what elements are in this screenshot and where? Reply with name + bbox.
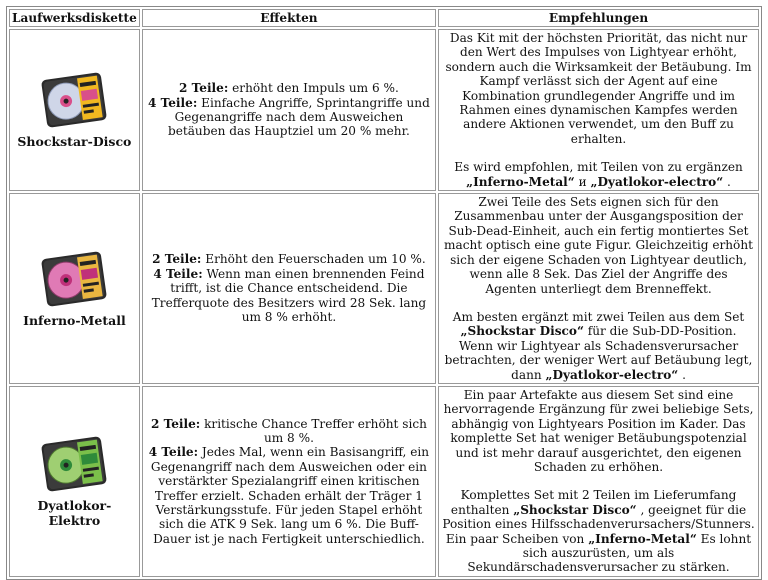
inferno-metall-disk-icon xyxy=(36,249,112,309)
recommendation-text: Komplettes Set mit 2 Teilen im Lieferumfang enthalten xyxy=(450,488,737,517)
set-link[interactable]: „Shockstar Disco“ xyxy=(513,502,637,517)
effects-cell xyxy=(142,386,436,577)
table-row xyxy=(9,29,759,191)
recommendation-text: . xyxy=(723,174,731,189)
set-link[interactable]: „Shockstar Disco“ xyxy=(460,324,584,339)
two-piece-text: kritische Chance Treffer erhöht sich um 8 %. xyxy=(200,416,427,445)
recommendation-text: Es wird empfohlen, mit Teilen von zu ergänzen xyxy=(454,160,743,175)
set-link[interactable]: „Dyatlokor-electro“ xyxy=(590,174,724,189)
recommendations-cell xyxy=(438,29,759,191)
recommendation-text: Das Kit mit der höchsten Priorität, das nicht nur den Wert des Impulses von Lightyear erhöht, sondern auch die Wirksamkeit der Betäubung. Im Kampf verlässt sich der Agent auf eine Kombination grundlegender Angriffe und im Rahmen eines dynamischen Kampfes werden andere Aktionen verwendet, um den Buff zu erhalten. xyxy=(445,31,752,146)
four-piece-text: Einfache Angriffe, Sprintangriffe und Gegenangriffe nach dem Ausweichen betäuben das Hauptziel um 20 % mehr. xyxy=(167,95,430,139)
set-cell xyxy=(9,193,140,384)
four-piece-label: 4 Teile: xyxy=(153,266,203,281)
shockstar-disco-disk-icon xyxy=(36,70,112,130)
recommendation-text: Am besten ergänzt mit zwei Teilen aus dem Set xyxy=(452,309,745,324)
four-piece-text: Jedes Mal, wenn ein Basisangriff, ein Gegenangriff nach dem Ausweichen oder ein verstärkter Spezialangriff einen kritischen Treffer erzielt. Schaden erhält der Träger 1 Verstärkungsstufe. Für jeden Stapel erhöht sich die ATK 9 Sek. lang um 6 %. Die Buff-Dauer ist je nach Fertigkeit unterschiedlich. xyxy=(150,445,430,546)
recommendations-cell xyxy=(438,386,759,577)
two-piece-text: Erhöht den Feuerschaden um 10 %. xyxy=(201,252,426,267)
recommendation-text: . xyxy=(678,367,686,382)
set-name: Shockstar-Disco xyxy=(17,134,132,150)
effects-cell xyxy=(142,29,436,191)
dyatlokor-elektro-disk-icon xyxy=(36,434,112,494)
recommendation-text: Ein paar Artefakte aus diesem Set sind eine hervorragende Ergänzung für zwei beliebige Sets, abhängig von Lightyears Position im Kader. Das komplette Set hat weniger Betäubungspotenzial und ist mehr darauf ausgerichtet, den eigenen Schaden zu erhöhen. xyxy=(443,387,754,474)
table-row xyxy=(9,193,759,384)
set-link[interactable]: „Inferno-Metal“ xyxy=(588,531,697,546)
recommendation-text: , geeignet für die Position eines Hilfsschadenverursachers/Stunners. Ein paar Scheiben von xyxy=(442,502,755,546)
set-name: Dyatlokor-Elektro xyxy=(37,498,112,528)
recommendation-text: Es lohnt sich auszurüsten, um als Sekundärschadensverursacher zu stärken. xyxy=(467,531,752,575)
set-link[interactable]: „Inferno-Metal“ xyxy=(466,174,575,189)
recommendation-text: и xyxy=(574,174,591,189)
table-row xyxy=(9,386,759,577)
set-cell xyxy=(9,29,140,191)
recommendations-cell xyxy=(438,193,759,384)
header-row xyxy=(9,9,759,27)
drive-disk-table xyxy=(6,6,762,580)
header-effects: Effekten xyxy=(142,9,436,27)
set-link[interactable]: „Dyatlokor-electro“ xyxy=(545,367,679,382)
two-piece-label: 2 Teile: xyxy=(150,416,201,431)
four-piece-label: 4 Teile: xyxy=(148,445,199,460)
set-name: Inferno-Metall xyxy=(23,312,126,328)
effects-cell xyxy=(142,193,436,384)
two-piece-label: 2 Teile: xyxy=(152,252,202,267)
set-cell xyxy=(9,386,140,577)
two-piece-text: erhöht den Impuls um 6 %. xyxy=(228,81,399,96)
four-piece-text: Wenn man einen brennenden Feind trifft, ist die Chance entscheidend. Die Trefferquote des Besitzers wird 28 Sek. lang um 8 % erhöht. xyxy=(151,266,427,325)
header-drive-disk: Laufwerksdiskette xyxy=(9,9,140,27)
header-recommendations: Empfehlungen xyxy=(438,9,759,27)
recommendation-text: Zwei Teile des Sets eignen sich für den Zusammenbau unter der Ausgangsposition der Sub-Dead-Einheit, auch ein fertig montiertes Set macht optisch eine gute Figur. Gleichzeitig erhöht sich der eigene Schaden von Lightyear deutlich, wenn alle 8 Sek. Das Ziel der Angriffe des Agenten unterliegt dem Brenneffekt. xyxy=(444,195,753,296)
two-piece-label: 2 Teile: xyxy=(179,81,229,96)
recommendation-text: für die Sub-DD-Position. Wenn wir Lightyear als Schadensverursacher betrachten, der weniger Wert auf Betäubung legt, dann xyxy=(444,324,753,382)
four-piece-label: 4 Teile: xyxy=(148,95,198,110)
